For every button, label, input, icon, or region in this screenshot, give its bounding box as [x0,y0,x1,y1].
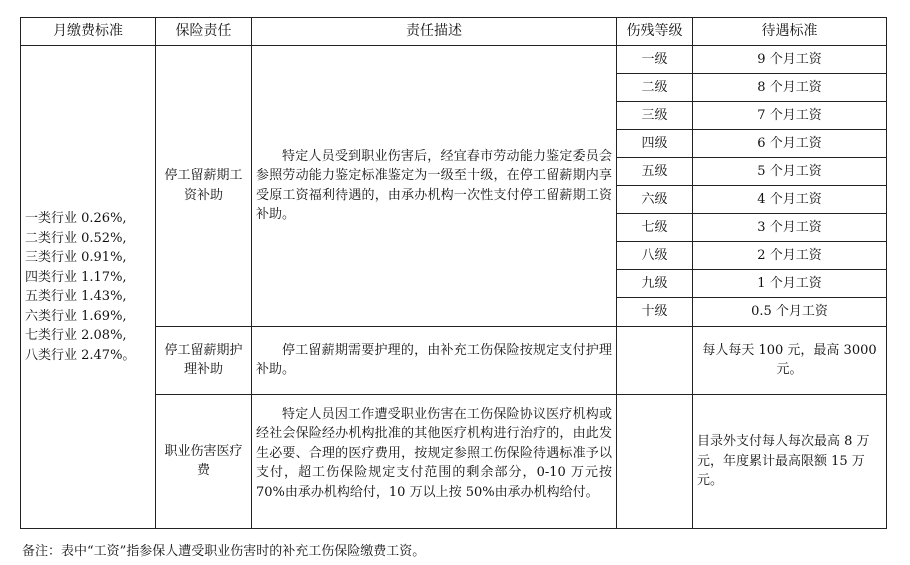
benefit-cell: 4 个月工资 [693,186,887,214]
benefit-cell: 8 个月工资 [693,74,887,102]
level-cell [617,326,693,394]
benefit-cell: 目录外支付每人每次最高 8 万元，年度累计最高限额 15 万元。 [693,394,887,528]
level-cell: 九级 [617,270,693,298]
fee-rate-item: 五类行业 1.43%, [25,289,127,305]
level-cell: 八级 [617,242,693,270]
benefit-cell: 7 个月工资 [693,102,887,130]
responsibility-cell: 停工留薪期护理补助 [156,326,252,394]
level-cell: 十级 [617,298,693,326]
insurance-table [20,17,887,529]
fee-rate-item: 二类行业 0.52%, [25,230,127,246]
header-row [21,18,887,46]
level-cell: 二级 [617,74,693,102]
fee-rate-item: 六类行业 1.69%, [25,308,127,324]
level-cell: 五级 [617,158,693,186]
fee-rate-item: 一类行业 0.26%, [25,211,127,227]
fee-rate-item: 四类行业 1.17%, [25,269,127,285]
header-description: 责任描述 [252,18,617,46]
benefit-cell: 3 个月工资 [693,214,887,242]
footnote: 备注：表中“工资”指参保人遭受职业伤害时的补充工伤保险缴费工资。 [22,544,426,559]
benefit-cell: 2 个月工资 [693,242,887,270]
description-cell: 停工留薪期需要护理的，由补充工伤保险按规定支付护理补助。 [252,326,617,394]
benefit-cell: 9 个月工资 [693,46,887,74]
fee-rate-item: 七类行业 2.08%, [25,328,127,344]
description-cell: 特定人员因工作遭受职业伤害在工伤保险协议医疗机构或经社会保险经办机构批准的其他医疗机构进行治疗的，由此发生必要、合理的医疗费用，按规定参照工伤保险待遇标准予以支付，超工伤保险规定支付范围的剩余部分，0-10 万元按 70%由承办机构给付，10 万以上按 50%由承办机构给付。 [252,394,617,528]
benefit-cell: 0.5 个月工资 [693,298,887,326]
level-cell: 一级 [617,46,693,74]
header-responsibility: 保险责任 [156,18,252,46]
level-cell: 四级 [617,130,693,158]
benefit-cell: 每人每天 100 元，最高 3000 元。 [693,326,887,394]
fee-rate-item: 八类行业 2.47%。 [25,347,136,363]
fee-rate-item: 三类行业 0.91%, [25,250,127,266]
responsibility-cell: 职业伤害医疗费 [156,394,252,528]
benefit-cell: 6 个月工资 [693,130,887,158]
benefit-cell: 1 个月工资 [693,270,887,298]
header-benefit: 待遇标准 [693,18,887,46]
fee-rates-cell [21,46,156,529]
benefit-cell: 5 个月工资 [693,158,887,186]
header-fee: 月缴费标准 [21,18,156,46]
level-cell: 六级 [617,186,693,214]
table-row [21,46,887,74]
header-level: 伤残等级 [617,18,693,46]
level-cell: 七级 [617,214,693,242]
level-cell [617,394,693,528]
description-cell: 特定人员受到职业伤害后，经宜春市劳动能力鉴定委员会参照劳动能力鉴定标准鉴定为一级至十级，在停工留薪期内享受原工资福利待遇的，由承办机构一次性支付停工留薪期工资补助。 [252,46,617,326]
responsibility-cell: 停工留薪期工资补助 [156,46,252,326]
level-cell: 三级 [617,102,693,130]
